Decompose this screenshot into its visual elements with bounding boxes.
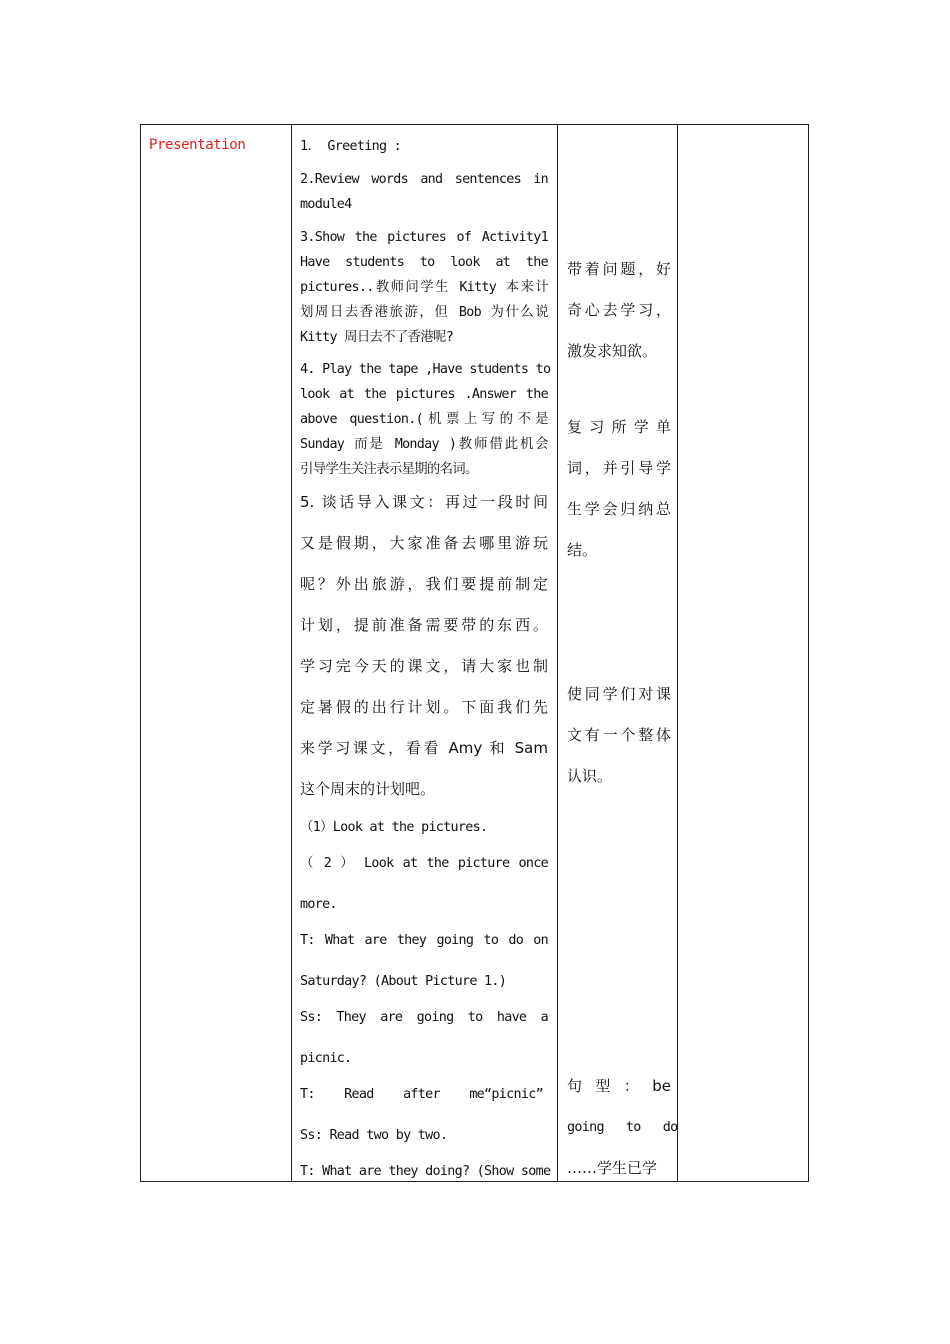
lesson-table (140, 124, 809, 1182)
column-divider (557, 125, 558, 1181)
step-5: 5. 谈话导入课文：再过一段时间 又是假期，大家准备去哪里游玩 呢？外出旅游，我们要提前制定 计划，提前准备需要带的东西。 学习完今天的课文，请大家也制 定暑假的出行计划。下面我们先 来学习课文，看看 Amy 和 Sam 这个周末的计划吧。 (300, 493, 548, 798)
section-label: Presentation (149, 137, 246, 153)
step-4: 4. Play the tape ,Have students to look at the pictures .Answer the above question.(机票上写的不是 Sunday 而是 Monday )教师借此机会 引导学生关注表示星期的名词。 (300, 362, 551, 477)
step-2: 2.Review words and sentences in module4 (300, 172, 548, 212)
picture-step-2: （ 2 ） Look at the picture once more. (300, 856, 548, 912)
step-3: 3.Show the pictures of Activity1 Have students to look at the pictures..教师问学生 Kitty 本来计 划周日去香港旅游，但 Bob 为什么说 Kitty 周日去不了香港呢? (300, 230, 548, 345)
note-1: 带着问题，好 奇心去学习， 激发求知欲。 (567, 260, 671, 360)
column-divider (677, 125, 678, 1181)
students-answer-1: Ss: They are going to have a picnic. (300, 1010, 548, 1066)
note-2: 复 习 所 学 单 词，并引导学 生学会归纳总 结。 (567, 418, 671, 559)
picture-step-1: （1）Look at the pictures. (300, 820, 488, 835)
teacher-question-1: T: What are they going to do on Saturday? (About Picture 1.) (300, 933, 548, 989)
note-4: 句 型 ： be going to do ……学生已学 (567, 1077, 678, 1177)
teacher-question-3: T: What are they doing? (Show some (300, 1164, 551, 1179)
note-3: 使同学们对课 文有一个整体 认识。 (567, 685, 671, 785)
column-divider (291, 125, 292, 1181)
teacher-instruction-2: T: Read after me“picnic” Ss: Read two by two. (300, 1087, 543, 1143)
step-1: 1． Greeting : (300, 139, 402, 154)
